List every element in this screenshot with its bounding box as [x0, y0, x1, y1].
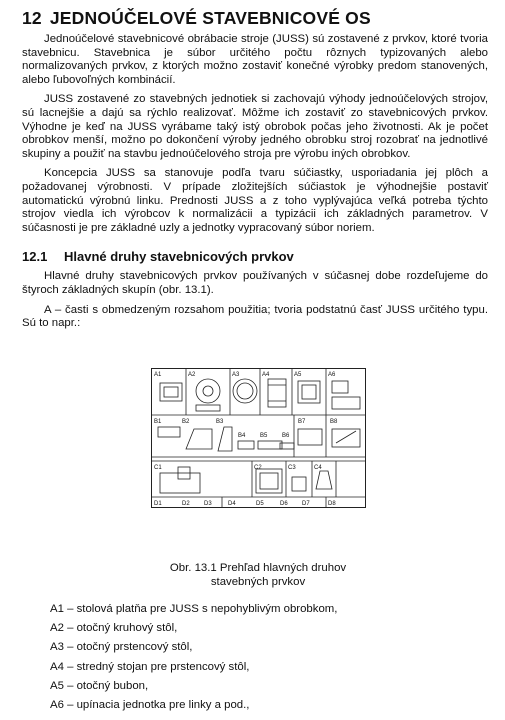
- label-c1: C1: [154, 465, 162, 471]
- a5-drawing: [298, 381, 320, 403]
- label-d5: D5: [256, 501, 264, 507]
- component-list: [50, 600, 470, 715]
- list-item: A1 – stolová platňa pre JUSS s nepohyblivým obrobkom,: [50, 603, 338, 615]
- label-a2: A2: [188, 372, 196, 378]
- c4-drawing: [316, 471, 332, 489]
- paragraph-3: Koncepcia JUSS sa stanovuje podľa tvaru súčiastky, usporiadania jej plôch a požadovanej výrobnosti. V prípade zložitejších súčiastok je výhodnejšie postaviť automatickú výrobnú linku. Prednosti JUSS a z toho vyplývajúca veľká potreba týchto strojov viedla ich výrobcov k normalizácii a typizácii ich základných parametrov. V súčasnosti je pre základné uzly a jednotky vypracovaný súbor noriem.: [22, 167, 488, 234]
- c1-drawing: [160, 473, 200, 493]
- b8-drawing: [332, 429, 360, 447]
- b3-drawing: [218, 427, 232, 451]
- label-d6: D6: [280, 501, 288, 507]
- chapter-title: JEDNOÚČELOVÉ STAVEBNICOVÉ OS: [49, 8, 371, 28]
- list-item: A4 – stredný stojan pre prstencový stôl,: [50, 660, 250, 673]
- section-title: Hlavné druhy stavebnicových prvkov: [64, 249, 294, 265]
- chapter-number: 12: [22, 8, 42, 28]
- document-page: [22, 8, 488, 337]
- figure-caption: [140, 561, 376, 589]
- label-c2: C2: [254, 465, 262, 471]
- a6-drawing: [332, 381, 348, 393]
- list-item: A3 – otočný prstencový stôl,: [50, 641, 193, 654]
- caption-line-1: Obr. 13.1 Prehľad hlavných druhov: [169, 562, 347, 574]
- c3-drawing: [292, 477, 306, 491]
- label-b8: B8: [330, 419, 338, 425]
- label-b1: B1: [154, 419, 162, 425]
- components-figure: [151, 368, 366, 508]
- a2-drawing: [196, 379, 220, 403]
- b7-drawing: [298, 429, 322, 445]
- label-a6: A6: [328, 372, 336, 378]
- label-a1: A1: [154, 372, 162, 378]
- chapter-heading: [22, 8, 488, 29]
- section-paragraph-2: A – časti s obmedzeným rozsahom použitia; tvoria podstatnú časť JUSS určitého typu. Sú to napr.:: [22, 303, 488, 330]
- label-b3: B3: [216, 419, 224, 425]
- label-c4: C4: [314, 465, 322, 471]
- section-paragraph-1: Hlavné druhy stavebnicových prvkov používaných v súčasnej dobe rozdeľujeme do štyroch základných skupín (obr. 13.1).: [22, 270, 488, 296]
- label-a5: A5: [294, 372, 302, 378]
- components-drawing: [152, 369, 365, 507]
- list-item: A2 – otočný kruhový stôl,: [50, 622, 178, 635]
- label-d4: D4: [228, 501, 236, 507]
- label-b4: B4: [238, 433, 246, 439]
- label-d3: D3: [204, 501, 212, 507]
- paragraph-1: Jednoúčelové stavebnicové obrábacie stroje (JUSS) sú zostavené z prvkov, ktoré tvoria stavebnicu. Stavebnica je súbor určitého počtu rôznych typizovaných alebo normalizovaných prvkov, z ktorých možno zostaviť konečné výrobky predom stanovených, alebo ľubovoľných kombinácií.: [22, 33, 488, 86]
- list-item: A6 – upínacia jednotka pre linky a pod.,: [50, 699, 250, 712]
- paragraph-2: JUSS zostavené zo stavebných jednotiek si zachovajú výhody jednoúčelových strojov, sú lacnejšie a dajú sa rýchlo realizovať. Môžme ich zostaviť zo stavebnicových prvkov. Výhodne je keď na JUSS vyrábame taký istý obrobok počas jeho životnosti. Ak je počet obrobkov menší, možno po dokončení výroby jedného obrobku stroj rozobrať na jednotlivé skupiny a použiť na stavbu jednoúčelového stroja pre výrobu iných obrobkov.: [22, 93, 488, 160]
- b1-drawing: [158, 427, 180, 437]
- b5-drawing: [258, 441, 282, 449]
- label-a3: A3: [232, 372, 240, 378]
- label-d8: D8: [328, 501, 336, 507]
- caption-line-2: stavebných prvkov: [210, 576, 306, 588]
- label-d1: D1: [154, 501, 162, 507]
- section-number: 12.1: [22, 249, 48, 265]
- label-b2: B2: [182, 419, 190, 425]
- label-b7: B7: [298, 419, 306, 425]
- label-d2: D2: [182, 501, 190, 507]
- a1-drawing: [160, 383, 182, 401]
- label-b5: B5: [260, 433, 268, 439]
- label-b6: B6: [282, 433, 290, 439]
- b4-drawing: [238, 441, 254, 449]
- label-a4: A4: [262, 372, 270, 378]
- list-item: A5 – otočný bubon,: [50, 679, 149, 692]
- label-d7: D7: [302, 501, 310, 507]
- b2-drawing: [186, 429, 212, 449]
- label-c3: C3: [288, 465, 296, 471]
- section-heading: [22, 249, 488, 264]
- a4-drawing: [268, 379, 286, 407]
